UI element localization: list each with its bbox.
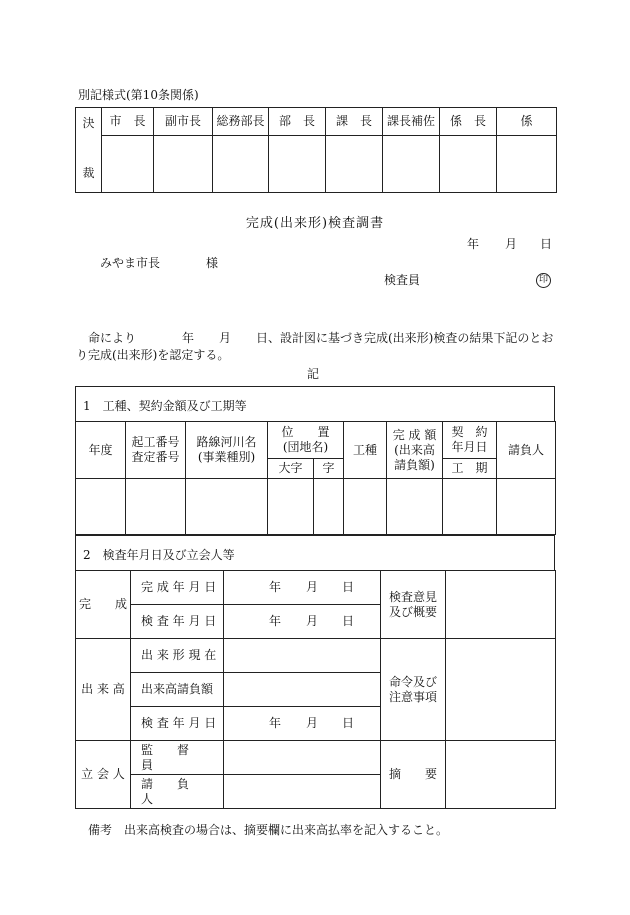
data-cell[interactable] (497, 479, 556, 535)
partial-label: 出 来 高 (76, 639, 131, 741)
contract-amount-label: 出来高請負額 (131, 673, 224, 707)
data-cell[interactable] (126, 479, 186, 535)
approval-header-general-affairs-director: 総務部長 (213, 108, 269, 136)
body-text-year: 年 (182, 331, 195, 345)
approval-seal-cell[interactable] (269, 136, 326, 193)
data-cell[interactable] (76, 479, 126, 535)
approval-seal-cell[interactable] (440, 136, 497, 193)
col-location: 位 置 (団地名) (268, 422, 344, 459)
partial-inspection-date-label: 検 査 年 月 日 (131, 707, 224, 741)
ki-label: 記 (307, 367, 320, 381)
body-text-prefix: 命により (88, 331, 137, 345)
approval-header-staff: 係 (497, 108, 557, 136)
section1-table (75, 421, 556, 535)
data-cell[interactable] (314, 479, 344, 535)
col-year: 年度 (76, 422, 126, 479)
data-cell[interactable] (268, 479, 314, 535)
addressee-name: みやま市長 (100, 256, 161, 270)
form-reference: 別記様式(第10条関係) (78, 88, 199, 102)
completion-label: 完 成 (76, 571, 131, 639)
seal-icon: 印 (536, 271, 551, 288)
contract-amount-field[interactable] (224, 673, 381, 707)
order-label: 命令及び 注意事項 (381, 639, 446, 741)
contractor-field[interactable] (224, 775, 381, 809)
data-cell[interactable] (186, 479, 268, 535)
partial-inspection-date-field[interactable]: 年 月 日 (224, 707, 381, 741)
supervisor-field[interactable] (224, 741, 381, 775)
witness-label: 立 会 人 (76, 741, 131, 809)
data-cell[interactable] (387, 479, 443, 535)
approval-header-section-chief: 課 長 (326, 108, 383, 136)
approval-seal-cell[interactable] (326, 136, 383, 193)
body-text-line2: り完成(出来形)を認定する。 (76, 348, 230, 362)
approval-seal-cell[interactable] (383, 136, 440, 193)
date-year-label: 年 (467, 237, 480, 251)
date-month-label: 月 (505, 237, 518, 251)
inspection-date-label: 検 査 年 月 日 (131, 605, 224, 639)
col-contract-date: 契 約 年月日 (443, 422, 497, 459)
opinion-field[interactable] (446, 571, 556, 639)
col-route: 路線河川名 (事業種別) (186, 422, 268, 479)
summary-field[interactable] (446, 741, 556, 809)
approval-header-assistant-chief: 課長補佐 (383, 108, 440, 136)
col-amount: 完 成 額 (出来高 請負額) (387, 422, 443, 479)
body-text-rest: 日、設計図に基づき完成(出来形)検査の結果下記のとお (256, 331, 554, 345)
col-work-type: 工種 (344, 422, 387, 479)
section2-title: 2 検査年月日及び立会人等 (83, 548, 235, 562)
section1-header (75, 386, 555, 422)
section1-title: 1 工種、契約金額及び工期等 (83, 399, 247, 413)
col-contractor: 請負人 (497, 422, 556, 479)
data-cell[interactable] (344, 479, 387, 535)
col-oaza: 大字 (268, 459, 314, 479)
approval-seal-cell[interactable] (102, 136, 154, 193)
document-title: 完成(出来形)検査調書 (245, 216, 385, 231)
completion-date-label: 完 成 年 月 日 (131, 571, 224, 605)
approval-header-mayor: 市 長 (102, 108, 154, 136)
inspection-date-field[interactable]: 年 月 日 (224, 605, 381, 639)
approval-header-subsection-chief: 係 長 (440, 108, 497, 136)
section2-table (75, 570, 556, 809)
inspector-label: 検査員 (384, 273, 421, 287)
date-day-label: 日 (540, 237, 553, 251)
section2-header (75, 535, 555, 571)
approval-seal-cell[interactable] (213, 136, 269, 193)
approval-table (75, 107, 557, 193)
order-field[interactable] (446, 639, 556, 741)
approval-header-director: 部 長 (269, 108, 326, 136)
completion-date-field[interactable]: 年 月 日 (224, 571, 381, 605)
approval-side-label: 決 裁 (76, 108, 102, 193)
note-text: 備考 出来高検査の場合は、摘要欄に出来高払率を記入すること。 (88, 823, 449, 837)
opinion-label: 検査意見 及び概要 (381, 571, 446, 639)
current-label: 出 来 形 現 在 (131, 639, 224, 673)
data-cell[interactable] (443, 479, 497, 535)
approval-header-deputy-mayor: 副市長 (154, 108, 213, 136)
approval-seal-cell[interactable] (497, 136, 557, 193)
col-period: 工 期 (443, 459, 497, 479)
supervisor-label: 監 督 員 (131, 741, 224, 775)
col-aza: 字 (314, 459, 344, 479)
contractor-label: 請 負 人 (131, 775, 224, 809)
col-number: 起工番号 査定番号 (126, 422, 186, 479)
summary-label: 摘 要 (381, 741, 446, 809)
approval-seal-cell[interactable] (154, 136, 213, 193)
body-text-month: 月 (219, 331, 232, 345)
current-field[interactable] (224, 639, 381, 673)
addressee-honorific: 様 (206, 256, 219, 270)
